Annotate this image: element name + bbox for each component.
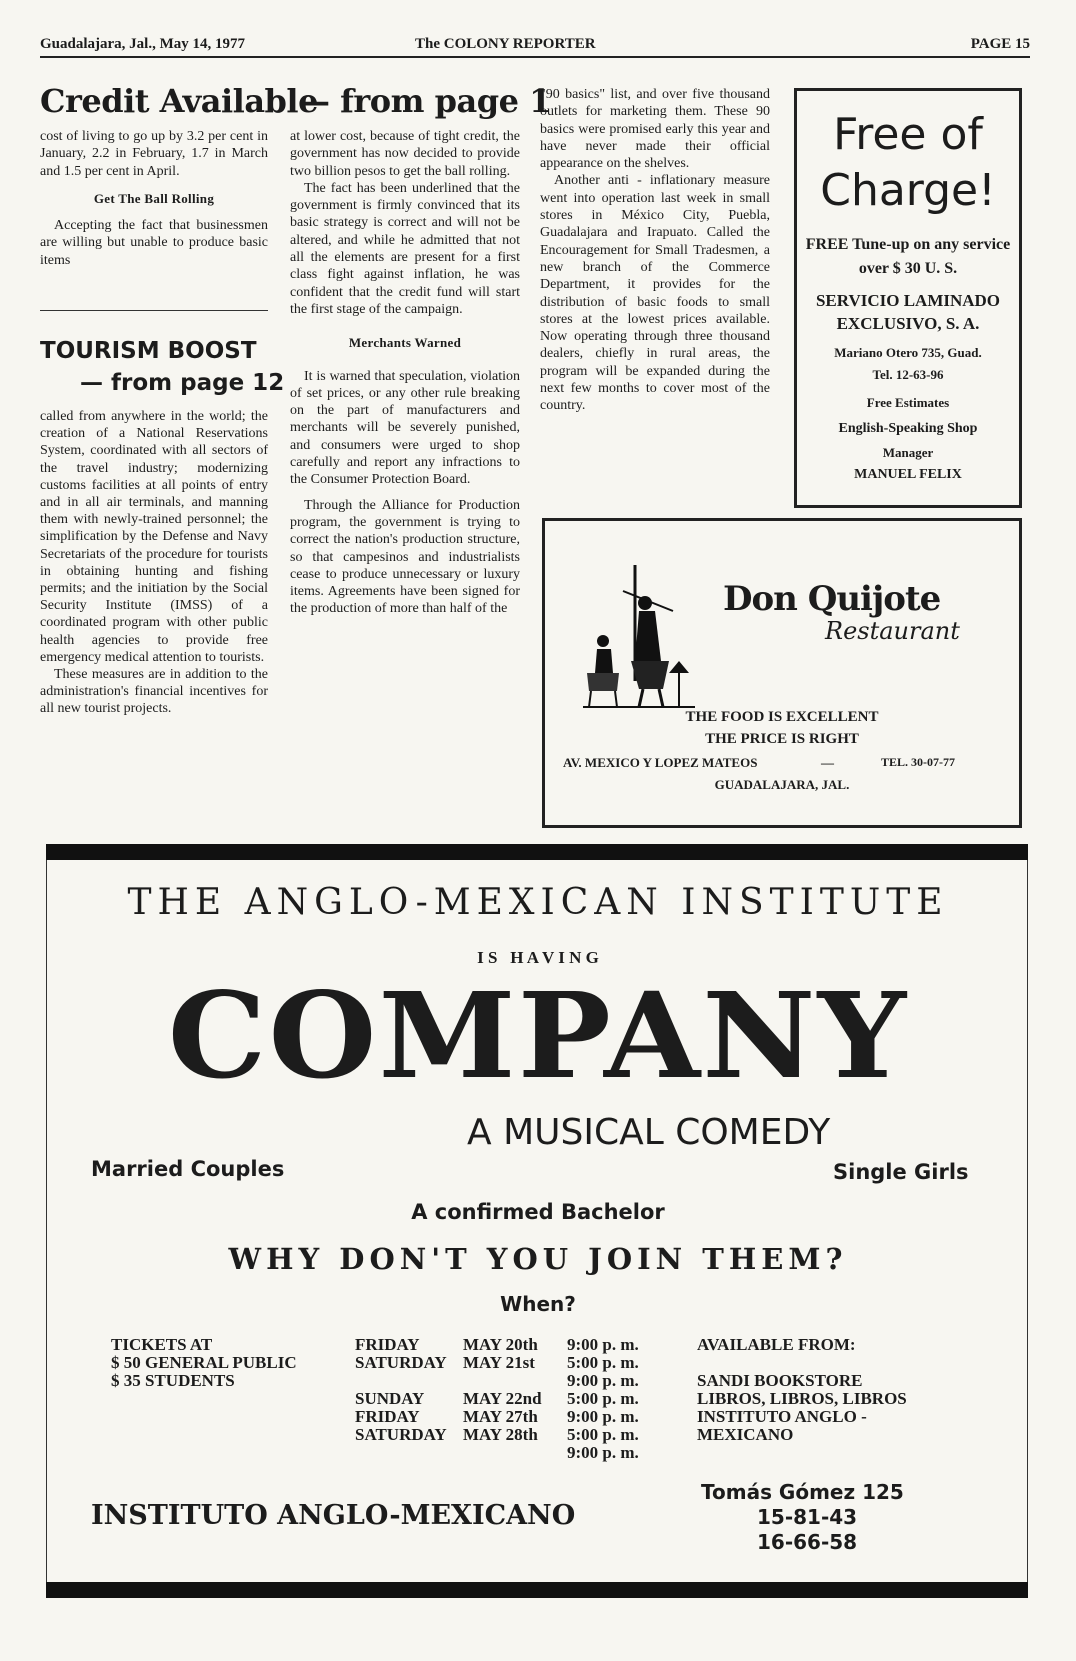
company-tickets xyxy=(111,1336,297,1390)
masthead xyxy=(40,34,1030,58)
schedule-day: FRIDAY xyxy=(355,1335,420,1354)
quijote-address: AV. MEXICO Y LOPEZ MATEOS xyxy=(563,755,758,770)
credit-col3-paragraph-1: "90 basics" list, and over five thousand outlets for marketing them. These 90 basics were promised early this year and have never made their official appearance on the shelves. xyxy=(540,87,770,172)
tuneup-offer: FREE Tune-up on any service over $ 30 U. S. xyxy=(805,236,1011,277)
quijote-phone: TEL. 30-07-77 xyxy=(881,755,956,769)
company-schedule xyxy=(355,1336,639,1462)
schedule-time: 9:00 p. m. xyxy=(567,1371,639,1390)
credit-column-3 xyxy=(540,86,770,415)
schedule-time: 5:00 p. m. xyxy=(567,1353,639,1372)
tourism-column xyxy=(40,408,268,718)
schedule-row xyxy=(355,1390,639,1408)
company-subtitle: A MUSICAL COMEDY xyxy=(467,1112,831,1153)
quijote-dash: — xyxy=(821,755,834,770)
schedule-time: 5:00 p. m. xyxy=(567,1389,639,1408)
company-title: COMPANY xyxy=(167,966,909,1105)
company-ad-bottom-bar xyxy=(46,1582,1028,1598)
schedule-day: SUNDAY xyxy=(355,1389,425,1408)
schedule-time: 5:00 p. m. xyxy=(567,1425,639,1444)
masthead-paper-name: The COLONY REPORTER xyxy=(415,36,596,52)
tuneup-ad xyxy=(794,88,1022,508)
tickets-general-price: $ 50 GENERAL PUBLIC xyxy=(111,1353,297,1372)
tourism-headline: TOURISM BOOST xyxy=(40,338,257,364)
company-single-girls: Single Girls xyxy=(833,1160,969,1184)
company-is-having: I S H A V I N G xyxy=(477,948,599,967)
schedule-date: MAY 20th xyxy=(463,1335,538,1354)
credit-subhead: Get The Ball Rolling xyxy=(93,190,215,206)
company-available-from xyxy=(697,1336,907,1444)
credit-column-1 xyxy=(40,128,268,269)
company-footer-address: Tomás Gómez 125 xyxy=(701,1480,904,1504)
schedule-time: 9:00 p. m. xyxy=(567,1443,639,1462)
schedule-day: SATURDAY xyxy=(355,1353,447,1372)
credit-headline-continued: — from page 1 xyxy=(298,82,551,120)
divider xyxy=(40,310,268,311)
quijote-city: GUADALAJARA, JAL. xyxy=(714,777,850,792)
credit-col2-paragraph-2: The fact has been underlined that the government is firmly convinced that its basic strategy is correct and will not be altered, and while he admitted that not all the elements are present for a first class fight against inflation, he was confident that the credit fund will start the first stage of the campaign. xyxy=(290,180,520,317)
credit-col2-paragraph-1: at lower cost, because of tight credit, the government has now decided to provide two billion pesos to get the ball rolling. xyxy=(290,129,520,179)
tourism-subheadline: — from page 12 xyxy=(80,370,285,396)
quijote-line-price: THE PRICE IS RIGHT xyxy=(705,731,859,747)
credit-col2-paragraph-3: It is warned that speculation, violation of set prices, or any other rule breaking on the part of manufacturers and merchants will be severely punished, and consumers were urged to shop carefully and report any infractions to the Consumer Protection Board. xyxy=(290,368,520,488)
tuneup-headline-line2: Charge! xyxy=(820,165,996,216)
company-when: When? xyxy=(500,1292,576,1316)
company-footer-phone-2: 16-66-58 xyxy=(757,1530,858,1554)
schedule-date: MAY 21st xyxy=(463,1353,535,1372)
quijote-logo-name: Don Quijote xyxy=(723,579,941,619)
tourism-paragraph-2: These measures are in addition to the administration's financial incentives for all new tourist projects. xyxy=(40,667,268,717)
tickets-heading: TICKETS AT xyxy=(111,1335,213,1354)
credit-col2-paragraph-4: Through the Alliance for Production program, the government is trying to correct the nation's production structure, so that campesinos and industrialists cease to produce unnecessary or luxury items. Agreements have been signed for the production of more than half of the xyxy=(290,497,520,617)
tuneup-headline-line1: Free of xyxy=(833,109,983,160)
company-ad-top-bar xyxy=(46,844,1028,860)
tuneup-manager-name: MANUEL FELIX xyxy=(854,467,962,482)
available-item: SANDI BOOKSTORE xyxy=(697,1371,863,1390)
schedule-row xyxy=(355,1336,639,1354)
tourism-paragraph-1: called from anywhere in the world; the creation of a National Reservations System, coordinated with all sectors of the travel industry; modernizing customs facilities at all points of entry and in all air terminals, and manning them with newly-trained personnel; the simplification by the Defense and Navy Secretariats of the procedure for tourists in obtaining hunting and fishing permits; and the initiation by the Social Security Institute (IMSS) of a coordinated program with other public health agencies to provide free emergency medical attention to tourists. xyxy=(40,409,268,665)
tuneup-free-estimates: Free Estimates xyxy=(866,395,950,410)
tuneup-manager-label: Manager xyxy=(882,445,934,460)
schedule-row xyxy=(355,1444,639,1462)
credit-col3-paragraph-2: Another anti - inflationary measure went into operation last week in small stores in México City, Puebla, Guadalajara and Irapuato. Called the Encouragement for Small Tradesmen, a new branch of the Commerce Department, it provides for the distribution of basic foods to small stores at the lowest prices available. Now operating through three thousand dealers, chiefly in rural areas, the program will be expanded during the next few months to cover most of the country. xyxy=(540,173,770,414)
tuneup-phone: Tel. 12-63-96 xyxy=(872,367,944,382)
credit-headline: Credit Available xyxy=(40,82,318,120)
tuneup-english-shop: English-Speaking Shop xyxy=(838,421,978,436)
company-ad xyxy=(46,860,1028,1582)
credit-col1-paragraph-2: Accepting the fact that businessmen are willing but unable to produce basic items xyxy=(40,218,268,268)
tickets-student-price: $ 35 STUDENTS xyxy=(111,1371,235,1390)
company-institute-name: THE ANGLO-MEXICAN INSTITUTE xyxy=(127,882,949,923)
schedule-row xyxy=(355,1372,639,1390)
available-item: LIBROS, LIBROS, LIBROS xyxy=(697,1389,907,1408)
available-item: MEXICANO xyxy=(697,1425,794,1444)
schedule-time: 9:00 p. m. xyxy=(567,1407,639,1426)
schedule-date: MAY 22nd xyxy=(463,1389,542,1408)
masthead-location-date: Guadalajara, Jal., May 14, 1977 xyxy=(40,36,245,52)
schedule-row xyxy=(355,1426,639,1444)
schedule-row xyxy=(355,1408,639,1426)
company-footer-phone-1: 15-81-43 xyxy=(757,1505,858,1529)
schedule-day: FRIDAY xyxy=(355,1407,420,1426)
company-footer-name: INSTITUTO ANGLO-MEXICANO xyxy=(91,1500,576,1531)
available-item: INSTITUTO ANGLO - xyxy=(697,1407,867,1426)
merchants-subhead: Merchants Warned xyxy=(348,335,462,351)
tuneup-business-name: SERVICIO LAMINADO EXCLUSIVO, S. A. xyxy=(815,291,1001,333)
quijote-illustration xyxy=(583,561,695,711)
schedule-date: MAY 28th xyxy=(463,1425,538,1444)
schedule-date: MAY 27th xyxy=(463,1407,538,1426)
schedule-day: SATURDAY xyxy=(355,1425,447,1444)
company-married-couples: Married Couples xyxy=(91,1157,285,1181)
schedule-time: 9:00 p. m. xyxy=(567,1335,639,1354)
company-cta: WHY DON'T YOU JOIN THEM? xyxy=(228,1242,848,1276)
credit-col1-paragraph: cost of living to go up by 3.2 per cent in January, 2.2 in February, 1.7 in March and 1.5 per cent in April. xyxy=(40,129,268,179)
quijote-ad xyxy=(542,518,1022,828)
company-confirmed-bachelor: A confirmed Bachelor xyxy=(411,1200,665,1224)
quijote-logo-subtitle: Restaurant xyxy=(825,617,960,645)
available-heading: AVAILABLE FROM: xyxy=(697,1335,856,1354)
tuneup-address: Mariano Otero 735, Guad. xyxy=(834,345,982,360)
credit-column-2 xyxy=(290,128,520,618)
schedule-row xyxy=(355,1354,639,1372)
tuneup-ad-headline xyxy=(797,107,1019,219)
quijote-line-food: THE FOOD IS EXCELLENT xyxy=(685,709,879,725)
masthead-page-number: PAGE 15 xyxy=(970,36,1030,52)
